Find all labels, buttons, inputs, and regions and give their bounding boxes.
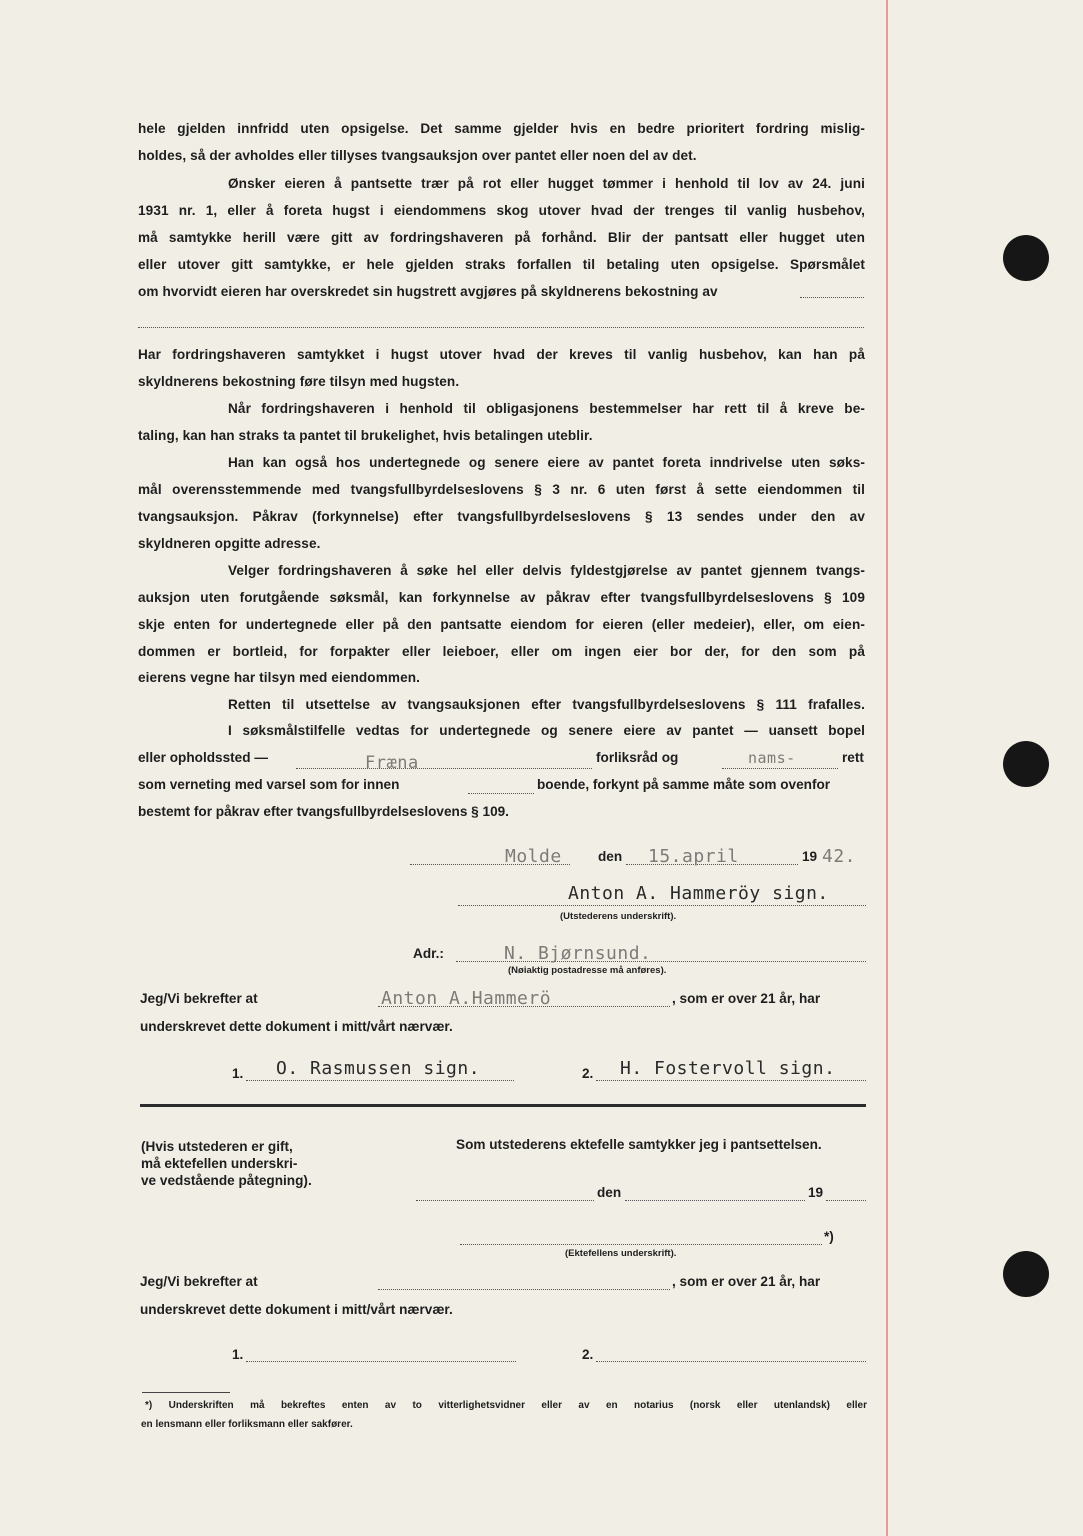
fill-line xyxy=(800,297,864,298)
fill-line xyxy=(722,768,838,769)
text-line: Han kan også hos undertegnede og senere eiere av pantet foreta inndrivelse uten søks- xyxy=(228,455,865,470)
venue-mid: forliksråd og xyxy=(596,750,679,765)
fill-line xyxy=(596,1080,866,1081)
fill-line xyxy=(468,793,534,794)
spouse-witness-suffix: , som er over 21 år, har xyxy=(672,1274,821,1289)
text-line: auksjon uten forutgående søksmål, kan forkynnelse av påkrav efter tvangsfullbyrdelseslovens § 109 xyxy=(138,590,865,605)
margin-rule xyxy=(886,0,888,1536)
spouse-note-line: (Hvis utstederen er gift, xyxy=(141,1139,293,1154)
text-line: tvangsauksjon. Påkrav (forkynnelse) efter tvangsfullbyrdelseslovens § 13 sendes under den av xyxy=(138,509,865,524)
section-divider xyxy=(140,1104,866,1107)
witness1-signature: O. Rasmussen sign. xyxy=(276,1058,481,1079)
venue-prefix: eller opholdssted — xyxy=(138,750,268,765)
signing-den: den xyxy=(598,849,623,864)
spouse-sig-mark: *) xyxy=(824,1229,834,1244)
text-line: I søksmålstilfelle vedtas for undertegnede og senere eiere av pantet — uansett bopel xyxy=(228,723,865,738)
footnote-line: *) Underskriften må bekreftes enten av to vitterlighetsvidner eller av en notarius (norsk eller utenlandsk) eller xyxy=(145,1400,867,1411)
text-line: skje enten for undertegnede eller på den pantsatte eiendom for eieren (eller medeier), eller, om eien- xyxy=(138,617,865,632)
venue-suffix: rett xyxy=(842,750,864,765)
signing-year: 42. xyxy=(822,846,857,867)
witness1-num: 1. xyxy=(232,1066,244,1081)
fill-line xyxy=(138,327,864,328)
text-line: hele gjelden innfridd uten opsigelse. Det samme gjelder hvis en bedre prioritert fordring mislig- xyxy=(138,121,865,136)
signing-year-prefix: 19 xyxy=(802,849,818,864)
signing-place: Molde xyxy=(505,846,562,867)
witness-suffix: , som er over 21 år, har xyxy=(672,991,821,1006)
signature-caption: (Utstederens underskrift). xyxy=(560,911,677,922)
text-line: dommen er bortleid, for forpakter eller leieboer, eller om ingen eier bor der, for den som på xyxy=(138,644,865,659)
witness2-num: 2. xyxy=(582,1066,594,1081)
footnote-rule xyxy=(142,1392,230,1393)
spouse-consent: Som utstederens ektefelle samtykker jeg i pantsettelsen. xyxy=(456,1137,822,1152)
text-line: taling, kan han straks ta pantet til brukelighet, hvis betalingen uteblir. xyxy=(138,428,593,443)
text-line: Har fordringshaveren samtykket i hugst utover hvad der kreves til vanlig husbehov, kan han på xyxy=(138,347,865,362)
fill-line xyxy=(460,1244,822,1245)
footnote-line: en lensmann eller forliksmann eller sakfører. xyxy=(141,1419,353,1430)
punch-hole xyxy=(1003,1251,1049,1297)
spouse-w2-num: 2. xyxy=(582,1347,594,1362)
fill-line xyxy=(246,1080,514,1081)
spouse-note-line: må ektefellen underskri- xyxy=(141,1156,298,1171)
punch-hole xyxy=(1003,235,1049,281)
witness-prefix: Jeg/Vi bekrefter at xyxy=(140,991,258,1006)
text-line: skyldnerens bekostning føre tilsyn med hugsten. xyxy=(138,374,460,389)
spouse-witness-line2: underskrevet dette dokument i mitt/vårt nærvær. xyxy=(140,1302,453,1317)
venue-line2b: boende, forkynt på samme måte som ovenfor xyxy=(537,777,831,792)
fill-line xyxy=(458,905,866,906)
spouse-den: den xyxy=(597,1185,622,1200)
text-line: Ønsker eieren å pantsette trær på rot eller hugget tømmer i henhold til lov av 24. juni xyxy=(228,176,865,191)
witness-name: Anton A.Hammerö xyxy=(381,988,552,1009)
witness-line2: underskrevet dette dokument i mitt/vårt nærvær. xyxy=(140,1019,453,1034)
spouse-note-line: ve vedstående påtegning). xyxy=(141,1173,312,1188)
spouse-sig-caption: (Ektefellens underskrift). xyxy=(565,1248,677,1259)
text-line: må samtykke herill være gitt av fordringshaveren på forhånd. Blir der pantsatt eller hugget uten xyxy=(138,230,865,245)
spouse-witness-prefix: Jeg/Vi bekrefter at xyxy=(140,1274,258,1289)
fill-line xyxy=(296,768,592,769)
issuer-address: N. Bjørnsund. xyxy=(504,943,652,964)
adr-label: Adr.: xyxy=(413,946,444,961)
text-line: skyldneren opgitte adresse. xyxy=(138,536,321,551)
text-line: Retten til utsettelse av tvangsauksjonen efter tvangsfullbyrdelseslovens § 111 frafalles. xyxy=(228,697,865,712)
venue-place2: nams- xyxy=(748,749,796,767)
text-line: mål overensstemmende med tvangsfullbyrdelseslovens § 3 nr. 6 uten først å sette eiendommen til xyxy=(138,482,865,497)
spouse-note xyxy=(141,1138,351,1189)
venue-line3: bestemt for påkrav efter tvangsfullbyrdelseslovens § 109. xyxy=(138,804,509,819)
text-line: om hvorvidt eieren har overskredet sin hugstrett avgjøres på skyldnerens bekostning av xyxy=(138,284,718,299)
fill-line xyxy=(625,1200,805,1201)
issuer-signature: Anton A. Hammeröy sign. xyxy=(568,883,829,904)
spouse-year-prefix: 19 xyxy=(808,1185,824,1200)
venue-line2: som verneting med varsel som for innen xyxy=(138,777,400,792)
venue-place: Fræna xyxy=(365,753,419,773)
signing-date: 15.april xyxy=(648,846,739,867)
address-caption: (Nøiaktig postadresse må anføres). xyxy=(508,965,667,976)
text-line: eierens vegne har tilsyn med eiendommen. xyxy=(138,670,421,685)
fill-line xyxy=(416,1200,594,1201)
text-line: eller utover gitt samtykke, er hele gjelden straks forfallen til betaling uten opsigelse. Spørsmålet xyxy=(138,257,865,272)
fill-line xyxy=(378,1289,670,1290)
fill-line xyxy=(826,1200,866,1201)
punch-hole xyxy=(1003,741,1049,787)
text-line: Når fordringshaveren i henhold til obligasjonens bestemmelser har rett til å kreve be- xyxy=(228,401,865,416)
spouse-w1-num: 1. xyxy=(232,1347,244,1362)
fill-line xyxy=(246,1361,516,1362)
text-line: Velger fordringshaveren å søke hel eller delvis fyldestgjørelse av pantet gjennem tvangs- xyxy=(228,563,865,578)
text-line: 1931 nr. 1, eller å foreta hugst i eiendommens skog utover hvad der trenges til vanlig husbehov, xyxy=(138,203,865,218)
fill-line xyxy=(596,1361,866,1362)
text-line: holdes, så der avholdes eller tillyses tvangsauksjon over pantet eller noen del av det. xyxy=(138,148,697,163)
witness2-signature: H. Fostervoll sign. xyxy=(620,1058,836,1079)
